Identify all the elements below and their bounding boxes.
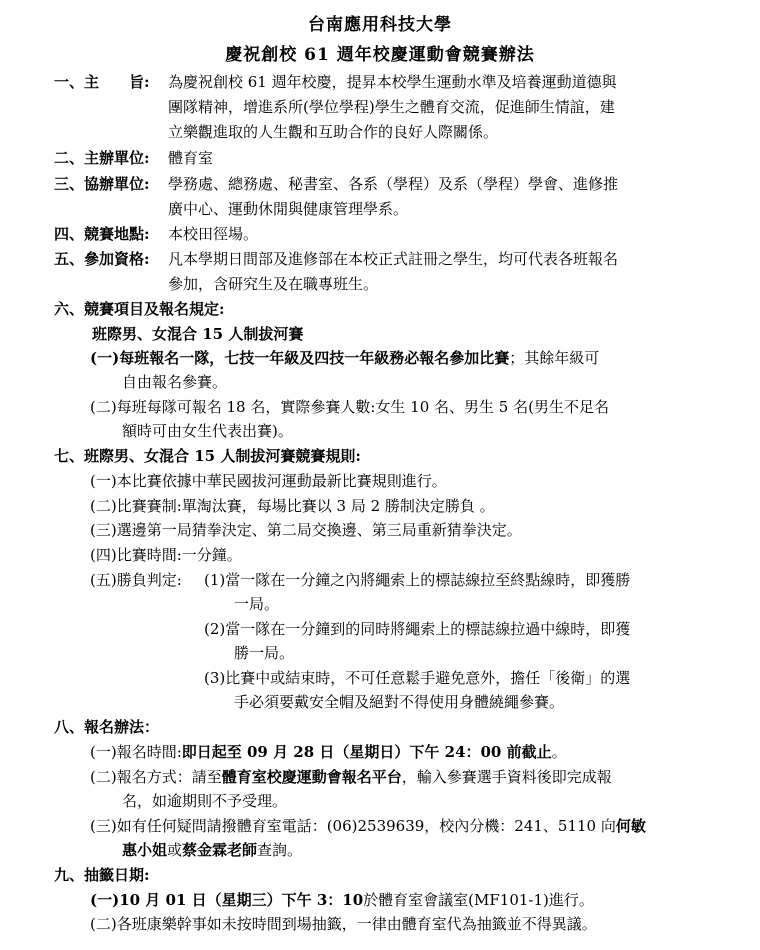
section-5-line-1: 凡本學期日間部及進修部在本校正式註冊之學生，均可代表各班報名: [168, 250, 619, 268]
section-8-item-2-platform: 體育室校慶運動會報名平台: [221, 768, 402, 786]
section-8-item-3-or: 或: [167, 841, 183, 859]
section-8-item-3-contact-1: 何敏: [615, 817, 646, 835]
section-7-rule-5-3-line-1: (3)比賽中或結束時，不可任意鬆手避免意外，擔任「後衛」的選: [204, 669, 631, 687]
section-8-item-3-pre: (三)如有任何疑問請撥體育室電話：(06)2539639，校內分機：241、5110 向: [90, 817, 616, 835]
section-6-label: 六、競賽項目及報名規定:: [54, 300, 225, 318]
section-8-item-1: [90, 740, 567, 764]
section-8-item-2-post: ，輸入參賽選手資料後即完成報: [401, 768, 612, 786]
section-7-rule-3: (三)選邊第一局猜拳決定、第二局交換邊、第三局重新猜拳決定。: [90, 521, 522, 539]
section-7-rule-4: (四)比賽時間:一分鐘。: [90, 546, 242, 564]
section-1-line-3: 立樂觀進取的人生觀和互助合作的良好人際關係。: [168, 123, 499, 141]
section-7-rule-5-label: (五)勝負判定:: [90, 571, 182, 589]
section-1-label: 一、主 旨:: [54, 73, 150, 91]
section-6-item-2-line-2: 額時可由女生代表出賽)。: [122, 422, 293, 440]
section-9-item-1-date: (一)10 月 01 日（星期三）下午 3：10: [90, 891, 364, 909]
section-6-item-1: [90, 346, 599, 370]
section-8-item-1-post: 。: [551, 743, 567, 761]
section-2-text: 體育室: [168, 149, 214, 167]
section-9-item-2: (二)各班康樂幹事如未按時間到場抽籤，一律由體育室代為抽籤並不得異議。: [90, 915, 597, 933]
section-3-line-2: 廣中心、運動休閒與健康管理學系。: [168, 200, 409, 218]
section-8-item-3-contact-2: 蔡金霖老師: [182, 841, 258, 859]
section-7-rule-5-1-line-2: 一局。: [234, 595, 280, 613]
section-7-rule-2: (二)比賽賽制:單淘汰賽，每場比賽以 3 局 2 勝制決定勝負 。: [90, 497, 495, 515]
university-name: 台南應用科技大學: [308, 15, 452, 35]
section-4-text: 本校田徑場。: [168, 225, 259, 243]
section-7-rule-5-1-line-1: (1)當一隊在一分鐘之內將繩索上的標誌線拉至終點線時，即獲勝: [204, 571, 631, 589]
section-8-item-2: [90, 765, 612, 789]
section-7-rule-5-2-line-1: (2)當一隊在一分鐘到的同時將繩索上的標誌線拉過中線時，即獲: [204, 620, 631, 638]
section-1-line-1: 為慶祝創校 61 週年校慶，提昇本校學生運動水準及培養運動道德與: [168, 73, 617, 91]
section-8-item-3-line-2: [122, 838, 302, 862]
section-7-rule-5-3-line-2: 手必須要戴安全帽及絕對不得使用身體繞繩參賽。: [234, 693, 565, 711]
section-8-item-1-pre: (一)報名時間:: [90, 743, 182, 761]
section-8-item-1-deadline: 即日起至 09 月 28 日（星期日）下午 24：00 前截止: [181, 743, 552, 761]
section-4-label: 四、競賽地點:: [54, 225, 150, 243]
section-3-line-1: 學務處、總務處、秘書室、各系（學程）及系（學程）學會、進修推: [168, 175, 619, 193]
section-7-rule-5-2-line-2: 勝一局。: [234, 644, 295, 662]
section-7-rule-1: (一)本比賽依據中華民國拔河運動最新比賽規則進行。: [90, 472, 447, 490]
section-8-item-2-pre: (二)報名方式：請至: [90, 768, 222, 786]
section-5-label: 五、參加資格:: [54, 250, 150, 268]
section-6-item-2-line-1: (二)每班每隊可報名 18 名，實際參賽人數:女生 10 名、男生 5 名(男生不足名: [90, 398, 609, 416]
section-6-event: 班際男、女混合 15 人制拔河賽: [92, 325, 304, 343]
section-6-item-1-line-2: 自由報名參賽。: [122, 373, 228, 391]
section-8-label: 八、報名辦法：: [54, 718, 160, 736]
section-1-line-2: 團隊精神，增進系所(學位學程)學生之體育交流，促進師生情誼，建: [168, 98, 615, 116]
section-8-item-3-contact-1b: 惠小姐: [122, 841, 168, 859]
section-9-label: 九、抽籤日期:: [54, 866, 150, 884]
section-9-item-1: [90, 888, 594, 912]
section-2-label: 二、主辦單位:: [54, 149, 150, 167]
document-title: 慶祝創校 61 週年校慶運動會競賽辦法: [225, 45, 535, 65]
section-7-label: 七、班際男、女混合 15 人制拔河賽競賽規則:: [54, 447, 361, 465]
section-8-item-3: [90, 814, 646, 838]
section-9-item-1-post: 於體育室會議室(MF101-1)進行。: [363, 891, 594, 909]
section-5-line-2: 參加，含研究生及在職專班生。: [168, 275, 379, 293]
section-8-item-2-line-2: 名，如逾期則不予受理。: [122, 792, 288, 810]
section-6-item-1-rest: ；其餘年級可: [509, 349, 600, 367]
section-6-item-1-bold: (一)每班報名一隊，七技一年級及四技一年級務必報名參加比賽: [90, 349, 510, 367]
section-3-label: 三、協辦單位:: [54, 175, 150, 193]
section-8-item-3-post: 查詢。: [257, 841, 303, 859]
